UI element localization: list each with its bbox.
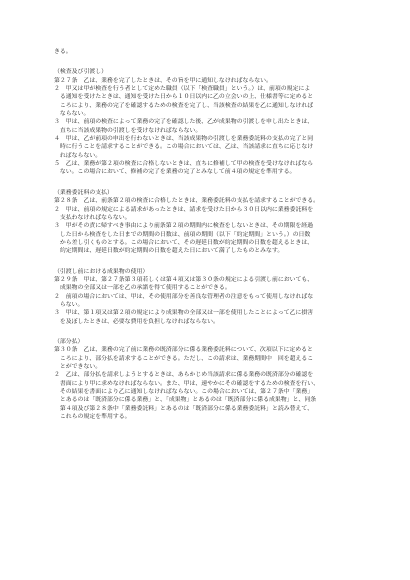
text-line: 約定期間は、遅延日数が約定期間の日数を超えた日において満了したものとみなす。 — [54, 248, 284, 255]
text-line: とができない。 — [54, 364, 102, 370]
text-line: から差し引くものとする。この場合において、その遅延日数が約定期間の日数を超えるときは、 — [54, 239, 314, 246]
section-heading: （検査及び引渡し） — [54, 69, 108, 76]
text-line: る通知を受けたときは、通知を受けた日から１０日以内に乙の立会いの上、仕様書等に定めると — [54, 94, 314, 101]
text-line: 書面により甲に求めなければならない。また、甲は、速やかにその確認をするための検査を行い、 — [54, 380, 320, 387]
text-line: 第２８条 乙は、前条第２項の検査に合格したときは、業務委託料の支払を請求することができる。 — [54, 198, 320, 205]
text-line: 成果物の全部又は一部を乙の承諾を得て使用することができる。 — [54, 285, 231, 292]
paragraph-gap — [54, 177, 370, 183]
paragraph-gap — [54, 256, 370, 262]
text-line: ころにより、部分払を請求することができる。ただし、この請求は、業務期間中 回を超えるこ — [54, 355, 314, 362]
text-line: ２ 甲又は甲が検査を行う者として定めた職員（以下「検査職員」という。）は、前項の規定によ — [54, 86, 311, 93]
text-line: ４ 甲は、乙が前項の申出を行わないときは、当該成果物の引渡しを業務委託料の支払の完了と同 — [54, 136, 314, 143]
text-line: を及ぼしたときは、必要な費用を負担しなければならない。 — [54, 318, 219, 325]
text-line: 第２９条 甲は、第２７条第３項若しくは第４項又は第３０条の規定による引渡し前においても、 — [54, 276, 314, 283]
text-line: 支払わなければならない。 — [54, 214, 131, 221]
text-line: ２ 前項の場合においては、甲は、その使用部分を善良な管理者の注意をもって使用しなければな — [54, 293, 314, 300]
text-line: ればならない。 — [54, 152, 102, 159]
text-line: ならない。 — [54, 111, 90, 118]
text-line: ２ 甲は、前項の規定による請求があったときは、請求を受けた日から３０日以内に業務委託料を — [54, 206, 314, 213]
document-page — [54, 48, 370, 421]
text-line: 時に行うことを請求することができる。この場合においては、乙は、当該請求に直ちに応じなけ — [54, 144, 314, 151]
text-line: ない。この場合において、修補の完了を業務の完了とみなして前４項の規定を準用する。 — [54, 169, 296, 176]
text-line: した日から検査をした日までの期間の日数は、前項の期間（以下「約定期間」という。）の日数 — [54, 231, 311, 238]
text-line: その結果を書面により乙に通知しなければならない。この場合においては、第２７条中「業務」 — [54, 389, 314, 396]
section-heading: （部分払） — [54, 338, 84, 345]
text-line: 第３０条 乙は、業務の完了前に業務の既済部分に係る業務委託料について、次項以下に定めると — [54, 347, 313, 354]
text-line: ２ 乙は、部分払を請求しようとするときは、あらかじめ当該請求に係る業務の既済部分の確認を — [54, 372, 314, 379]
section-heading: （引渡し前における成果物の使用） — [54, 268, 149, 275]
text-line: これらの規定を準用する。 — [54, 414, 131, 421]
text-line: ３ 甲は、前項の検査によって業務の完了を確認した後、乙が成果物の引渡しを申し出たときは、 — [54, 119, 314, 126]
text-line: 直ちに当該成果物の引渡しを受けなければならない。 — [54, 127, 202, 134]
text-line: ３ 甲がその責に帰すべき事由により前条第２項の期間内に検査をしないときは、その期限を経過 — [54, 223, 314, 230]
text-line: ころにより、業務の完了を確認するための検査を完了し、当該検査の結果を乙に通知しなければ — [54, 102, 314, 109]
text-line: とあるのは「既済部分に係る業務」と、「成果物」とあるのは「既済部分に係る成果物」と、同条 — [54, 397, 317, 404]
section-heading: （業務委託料の支払） — [54, 189, 113, 196]
text-line: ５ 乙は、業務が第２項の検査に合格しないときは、直ちに修補して甲の検査を受けなければなら — [54, 161, 314, 168]
text-line: きる。 — [54, 49, 72, 55]
paragraph-gap — [54, 326, 370, 332]
paragraph-gap — [54, 56, 370, 62]
text-line: 第４項及び第２８条中「業務委託料」とあるのは「既済部分に係る業務委託料」と読み替えて、 — [54, 405, 314, 412]
text-line: ３ 甲は、第１項又は第２項の規定により成果物の全部又は一部を使用したことによって乙に損害 — [54, 310, 314, 317]
text-line: らない。 — [54, 301, 84, 308]
text-line: 第２７条 乙は、業務を完了したときは、その旨を甲に通知しなければならない。 — [54, 77, 272, 84]
